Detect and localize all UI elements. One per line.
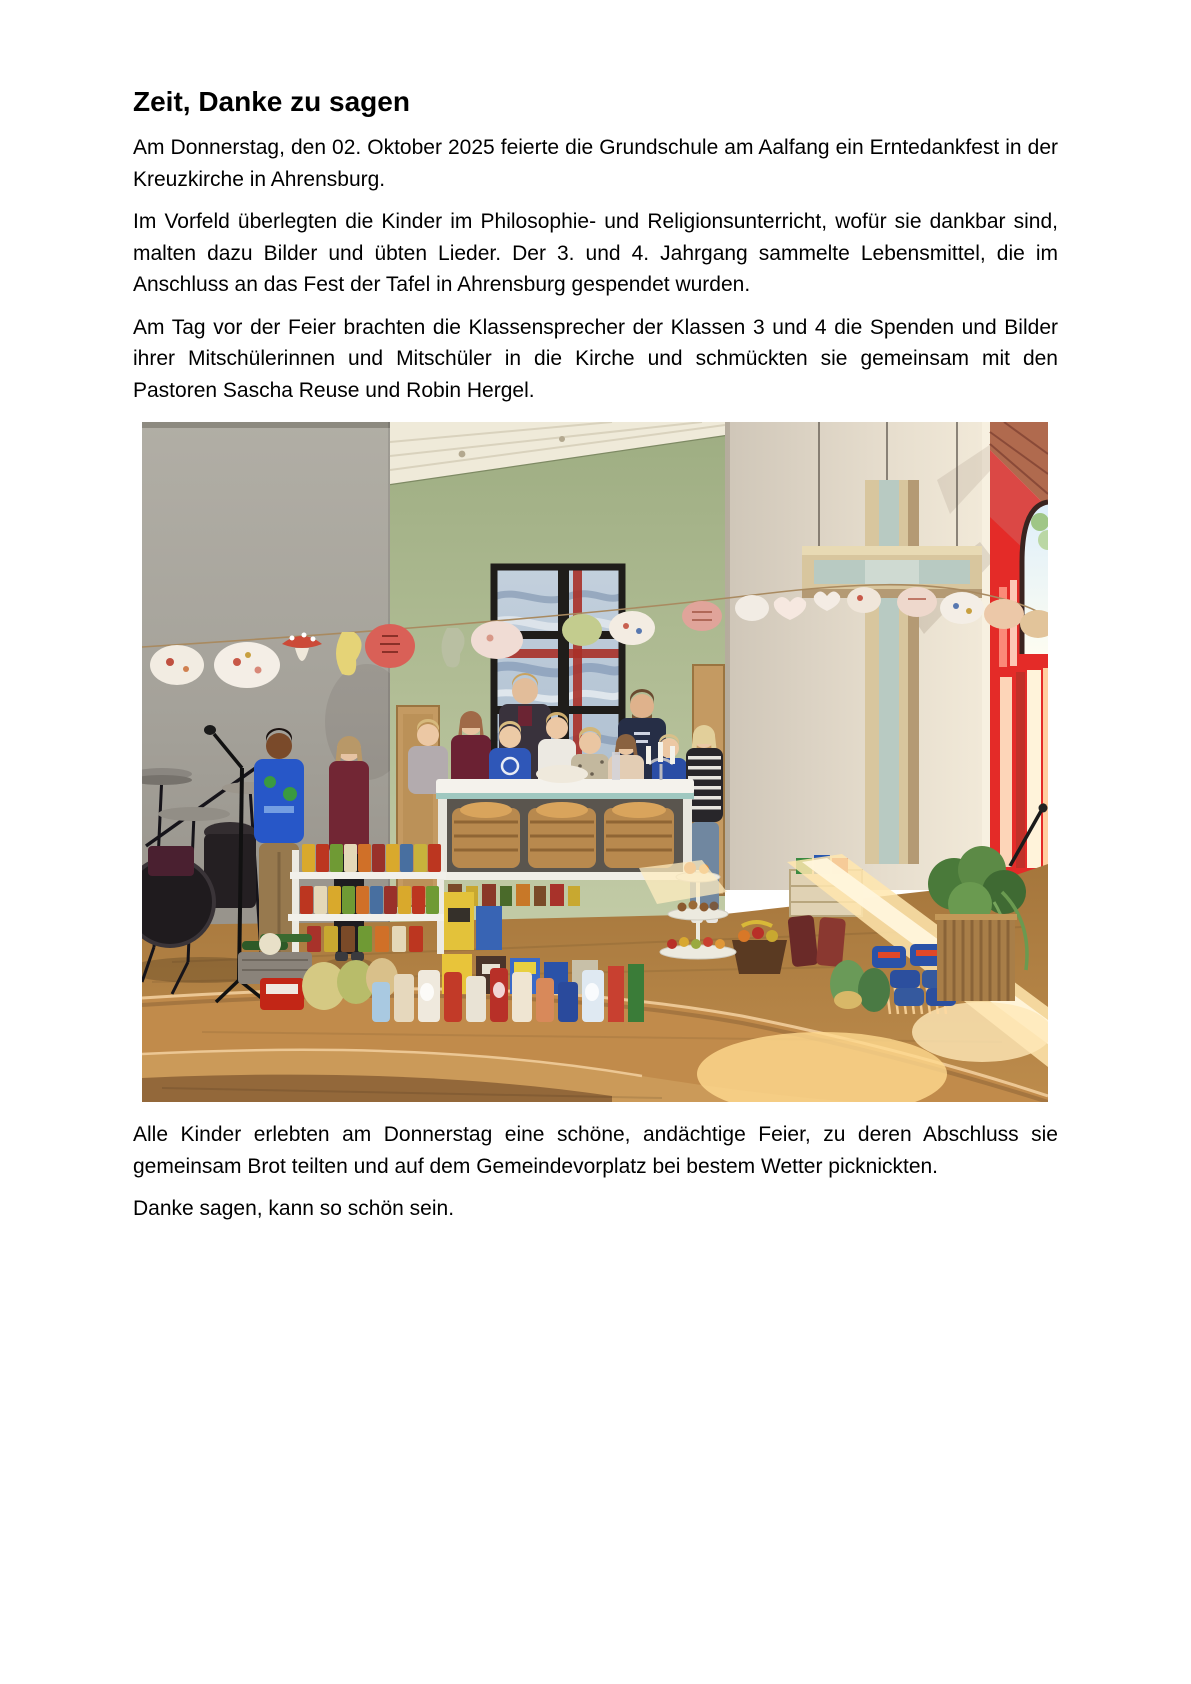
bread-basket (604, 802, 674, 868)
church-photo (142, 422, 1048, 1102)
paper-apple (365, 624, 415, 668)
food-box (476, 906, 502, 950)
tomato-pack (260, 978, 304, 1010)
ceiling-light (559, 436, 565, 442)
article-paragraph-3: Am Tag vor der Feier brachten die Klassensprecher der Klassen 3 und 4 die Spenden und Bilder ihrer Mitschülerinnen und Mitschüler in die Kirche und schmückten sie gemeinsam mit den Pastoren Sascha Reuse und Robin Hergel. (133, 315, 1058, 402)
article-paragraph-2: Im Vorfeld überlegten die Kinder im Philosophie- und Religionsunterricht, wofür sie dankbar sind, malten dazu Bilder und übten Lieder. Der 3. und 4. Jahrgang sammelte Lebensmittel, die im Anschluss an das Fest der Tafel in Ahrensburg gespendet wurden. (133, 210, 1058, 296)
red-wall (990, 450, 1048, 885)
article-paragraph-5: Danke sagen, kann so schön sein. (133, 1197, 455, 1220)
bread-cloth-bundle (536, 765, 588, 783)
ceiling-light (459, 451, 466, 458)
page-title (133, 86, 1058, 118)
center-pillar (725, 422, 1002, 890)
can-row (307, 926, 423, 952)
article-paragraph-1: Am Donnerstag, den 02. Oktober 2025 feierte die Grundschule am Aalfang ein Erntedankfest in der Kreuzkirche in Ahrensburg. (133, 136, 1058, 191)
church-photo-illustration (142, 422, 1048, 1102)
page-title-text: Zeit, Danke zu sagen (133, 86, 410, 117)
article-paragraph-4: Alle Kinder erlebten am Donnerstag eine schöne, andächtige Feier, zu deren Abschluss sie gemeinsam Brot teilten und auf dem Gemeindevorplatz bei bestem Wetter picknickten. (133, 1123, 1058, 1178)
bread-basket (528, 802, 596, 868)
glass-vase (612, 752, 620, 780)
bread-basket (452, 802, 520, 868)
